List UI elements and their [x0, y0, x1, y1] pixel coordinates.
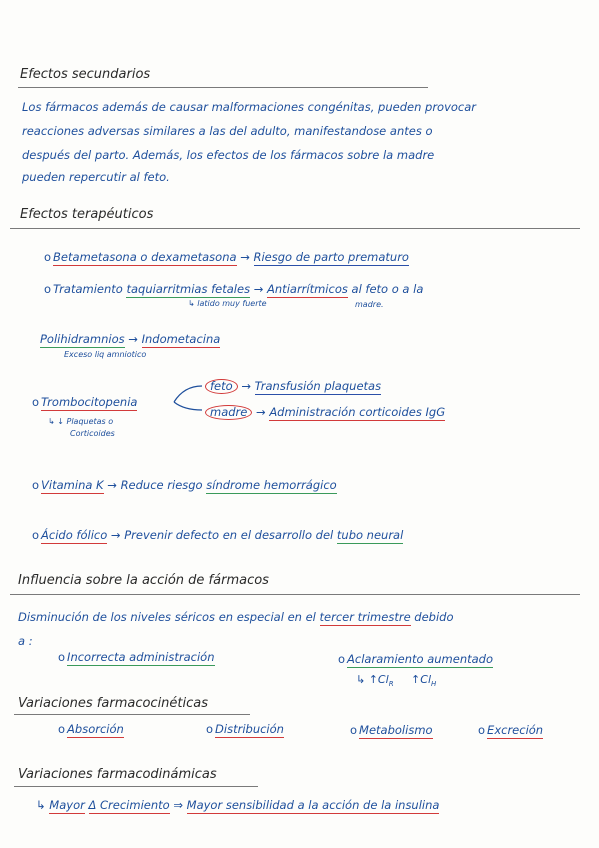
note-latido: ↳ latido muy fuerte — [188, 299, 267, 308]
list-item-betametasona: o Betametasona o dexametasona → Riesgo de parto prematuro — [44, 250, 409, 264]
emphasis: tercer trimestre — [319, 610, 411, 624]
list-item-trombocitopenia: o Trombocitopenia — [32, 395, 138, 409]
heading-efectos-secundarios: Efectos secundarios — [20, 67, 151, 82]
list-item-acido-folico: o Ácido fólico → Prevenir defecto en el desarrollo del tubo neural — [32, 528, 404, 542]
result: Administración corticoides IgG — [269, 405, 446, 419]
result: Indometacina — [141, 332, 221, 346]
heading-influencia: Influencia sobre la acción de fármacos — [18, 573, 269, 588]
term: Δ Crecimiento — [88, 798, 170, 812]
result: Mayor sensibilidad a la acción de la insulina — [186, 798, 440, 812]
note-exceso: Exceso liq amniotico — [64, 350, 147, 359]
result: síndrome hemorrágico — [206, 478, 337, 492]
heading-rule — [10, 594, 580, 595]
result: tubo neural — [336, 528, 404, 542]
list-item-incorrecta: o Incorrecta administración — [58, 650, 215, 664]
paragraph-line-2: reacciones adversas similares a las del adulto, manifestandose antes o — [22, 124, 433, 138]
item-text: Incorrecta administración — [67, 650, 215, 664]
aclaramiento-sub: ↳ $↑Cl_R$ $↑Cl_H$ — [356, 673, 437, 689]
term: Ácido fólico — [41, 528, 108, 542]
heading-farmacodinamicas: Variaciones farmacodinámicas — [18, 767, 217, 782]
heading-rule — [18, 87, 428, 88]
branch-madre: madre → Administración corticoides IgG — [205, 405, 445, 420]
heading-rule — [10, 228, 580, 229]
paragraph-line-3: después del parto. Además, los efectos de los fármacos sobre la madre — [22, 148, 435, 162]
term: Vitamina K — [41, 478, 104, 492]
list-item-polihidramnios: Polihidramnios → Indometacina — [40, 332, 221, 346]
note-plaquetas: ↳ ↓ Plaquetas o — [48, 417, 114, 426]
branch-arrows — [172, 380, 206, 414]
result: Antiarrítmicos — [267, 282, 348, 296]
term: Polihidramnios — [40, 332, 125, 346]
kinetics-absorcion: o Absorción — [58, 722, 124, 736]
kinetics-excrecion: o Excreción — [478, 723, 544, 737]
term: Betametasona o dexametasona — [53, 250, 237, 264]
list-item-aclaramiento: o Aclaramiento aumentado — [338, 652, 494, 666]
term: taquiarritmias fetales — [126, 282, 251, 296]
label-feto: feto — [205, 379, 238, 394]
influencia-line-2: a : — [18, 634, 33, 648]
paragraph-line-4: pueden repercutir al feto. — [22, 170, 170, 184]
label-madre: madre — [205, 405, 252, 420]
result-line-2: madre. — [355, 300, 384, 309]
kinetics-metabolismo: o Metabolismo — [350, 723, 433, 737]
heading-efectos-terapeuticos: Efectos terapéuticos — [20, 207, 154, 222]
list-item-vitamina-k: o Vitamina K → Reduce riesgo síndrome hemorrágico — [32, 478, 337, 492]
dynamics-line: ↳ Mayor Δ Crecimiento ⇒ Mayor sensibilidad a la acción de la insulina — [36, 798, 440, 812]
heading-rule — [14, 786, 258, 787]
influencia-line-1: Disminución de los niveles séricos en especial en el tercer trimestre debido — [18, 610, 454, 624]
branch-feto: feto → Transfusión plaquetas — [205, 379, 381, 394]
result: Riesgo de parto prematuro — [253, 250, 409, 264]
item-text: Aclaramiento aumentado — [347, 652, 494, 666]
heading-farmacocineticas: Variaciones farmacocinéticas — [18, 696, 209, 711]
list-item-taquiarritmias: o Tratamiento taquiarritmias fetales → Antiarrítmicos al feto o a la — [44, 282, 424, 296]
kinetics-distribucion: o Distribución — [206, 722, 284, 736]
heading-rule — [14, 714, 250, 715]
note-corticoides: Corticoides — [70, 429, 115, 438]
paragraph-line-1: Los fármacos además de causar malformaciones congénitas, pueden provocar — [22, 100, 477, 114]
result: Transfusión plaquetas — [254, 379, 382, 393]
term: Trombocitopenia — [41, 395, 138, 409]
